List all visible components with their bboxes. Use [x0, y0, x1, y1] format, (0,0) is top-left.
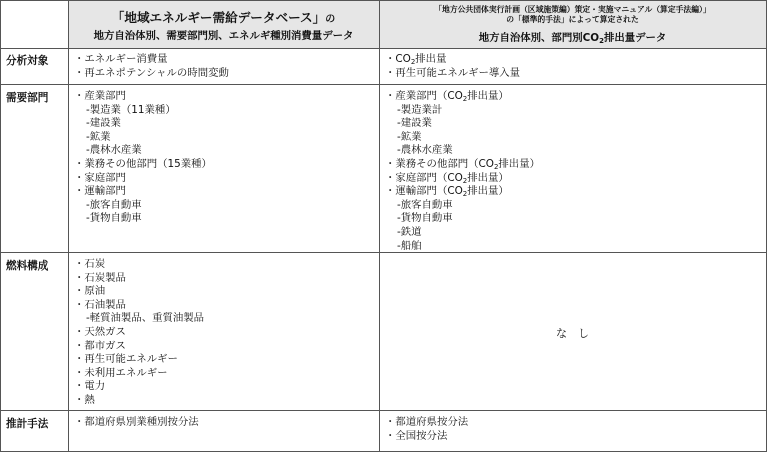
header-right-line3 — [379, 29, 766, 44]
list-item: ・全国按分法 — [385, 429, 448, 442]
list-item: -船舶 — [397, 239, 422, 252]
list-item — [385, 90, 540, 104]
list-item — [385, 185, 540, 199]
grid-top — [0, 0, 767, 1]
sector-pre: ・業務その他部門（CO — [385, 157, 494, 170]
demand-left — [74, 90, 212, 226]
list-item: ・未利用エネルギー — [74, 366, 168, 379]
list-item: ・運輸部門 — [74, 185, 126, 198]
header-left-title: 「地域エネルギー需給データベース」 — [111, 10, 326, 25]
list-item: -建設業 — [397, 117, 432, 130]
row-label-demand: 需要部門 — [6, 92, 49, 104]
list-item: ・天然ガス — [74, 325, 126, 338]
list-item: ・石炭 — [74, 258, 106, 270]
sector-post: 排出量） — [467, 90, 509, 102]
list-item: ・再エネポテンシャルの時間変動 — [74, 66, 229, 79]
co2-sub: 2 — [462, 95, 468, 103]
list-item-co2 — [385, 53, 520, 67]
co2-post: 排出量 — [415, 53, 447, 65]
grid-header-bottom — [0, 48, 767, 49]
list-item: ・熱 — [74, 393, 95, 406]
list-item — [385, 158, 540, 172]
grid-left — [0, 0, 1, 452]
list-item: -製造業（11業種） — [86, 103, 176, 116]
list-item: -製造業計 — [397, 103, 443, 116]
fuel-right-none: な し — [556, 327, 589, 340]
list-item: -農林水産業 — [86, 144, 142, 157]
row-label-method: 推計手法 — [6, 418, 49, 430]
list-item: -鉱業 — [86, 130, 111, 143]
co2-sub: 2 — [493, 162, 499, 171]
list-item: -建設業 — [86, 117, 121, 130]
row-label-target: 分析対象 — [6, 55, 49, 67]
list-item: ・家庭部門 — [74, 171, 126, 184]
target-left — [74, 53, 229, 80]
grid-col2 — [379, 0, 380, 452]
header-right-line2: の「標準的手法」によって算定された — [506, 15, 639, 24]
list-item: -貨物自動車 — [397, 212, 453, 225]
list-item: ・エネルギー消費量 — [74, 53, 168, 65]
row-label-fuel: 燃料構成 — [6, 260, 49, 272]
list-item: ・都道府県按分法 — [385, 416, 469, 428]
list-item: ・石炭製品 — [74, 271, 126, 284]
grid-row3-bottom — [0, 410, 767, 411]
list-item: ・業務その他部門（15業種） — [74, 157, 212, 170]
grid-row2-bottom — [0, 252, 767, 253]
list-item: ・再生可能エネルギー — [74, 353, 178, 366]
method-right — [385, 416, 468, 443]
list-item: -旅客自動車 — [397, 198, 453, 211]
list-item: -鉄道 — [397, 225, 422, 238]
list-item: ・都道府県別業種別按分法 — [74, 416, 199, 428]
sector-pre: ・産業部門（CO — [385, 90, 463, 102]
fuel-left — [74, 258, 204, 408]
grid-col1 — [68, 0, 69, 452]
list-item: -軽質油製品、重質油製品 — [86, 312, 205, 325]
header-right-line3-pre: 地方自治体別、部門別CO — [478, 32, 600, 44]
list-item: -農林水産業 — [397, 144, 453, 157]
header-left-subtitle: 地方自治体別、需要部門別、エネルギ種別消費量データ — [93, 30, 354, 42]
list-item: ・電力 — [74, 380, 106, 393]
grid-row1-bottom — [0, 84, 767, 85]
target-right — [385, 53, 520, 80]
sector-pre: ・運輸部門（CO — [385, 185, 463, 198]
co2-sub: 2 — [462, 190, 468, 199]
header-right-line1: 「地方公共団体実行計画（区域施策編）策定・実施マニュアル（算定手法編）」 — [434, 5, 711, 14]
header-left — [68, 0, 379, 48]
sector-post: 排出量） — [467, 185, 509, 198]
list-item — [385, 172, 540, 186]
list-item: -鉱業 — [397, 130, 422, 143]
list-item: ・産業部門 — [74, 90, 126, 102]
sector-pre: ・家庭部門（CO — [385, 171, 463, 184]
header-right-line3-sub: 2 — [599, 37, 604, 45]
sector-post: 排出量） — [498, 157, 540, 170]
list-item: ・都市ガス — [74, 339, 126, 352]
grid-right — [766, 0, 767, 452]
list-item: ・再生可能エネルギー導入量 — [385, 66, 521, 79]
list-item: -貨物自動車 — [86, 212, 142, 225]
sector-post: 排出量） — [467, 171, 509, 184]
co2-pre: ・CO — [385, 53, 411, 65]
demand-right — [385, 90, 540, 253]
list-item: ・石油製品 — [74, 298, 126, 311]
header-right-line3-post: 排出量データ — [603, 32, 667, 44]
co2-sub: 2 — [410, 58, 416, 66]
list-item: ・原油 — [74, 285, 106, 298]
header-left-title-suffix: の — [325, 14, 336, 25]
header-right — [379, 0, 766, 48]
co2-sub: 2 — [462, 176, 468, 185]
method-left — [74, 416, 199, 430]
list-item: -旅客自動車 — [86, 198, 142, 211]
